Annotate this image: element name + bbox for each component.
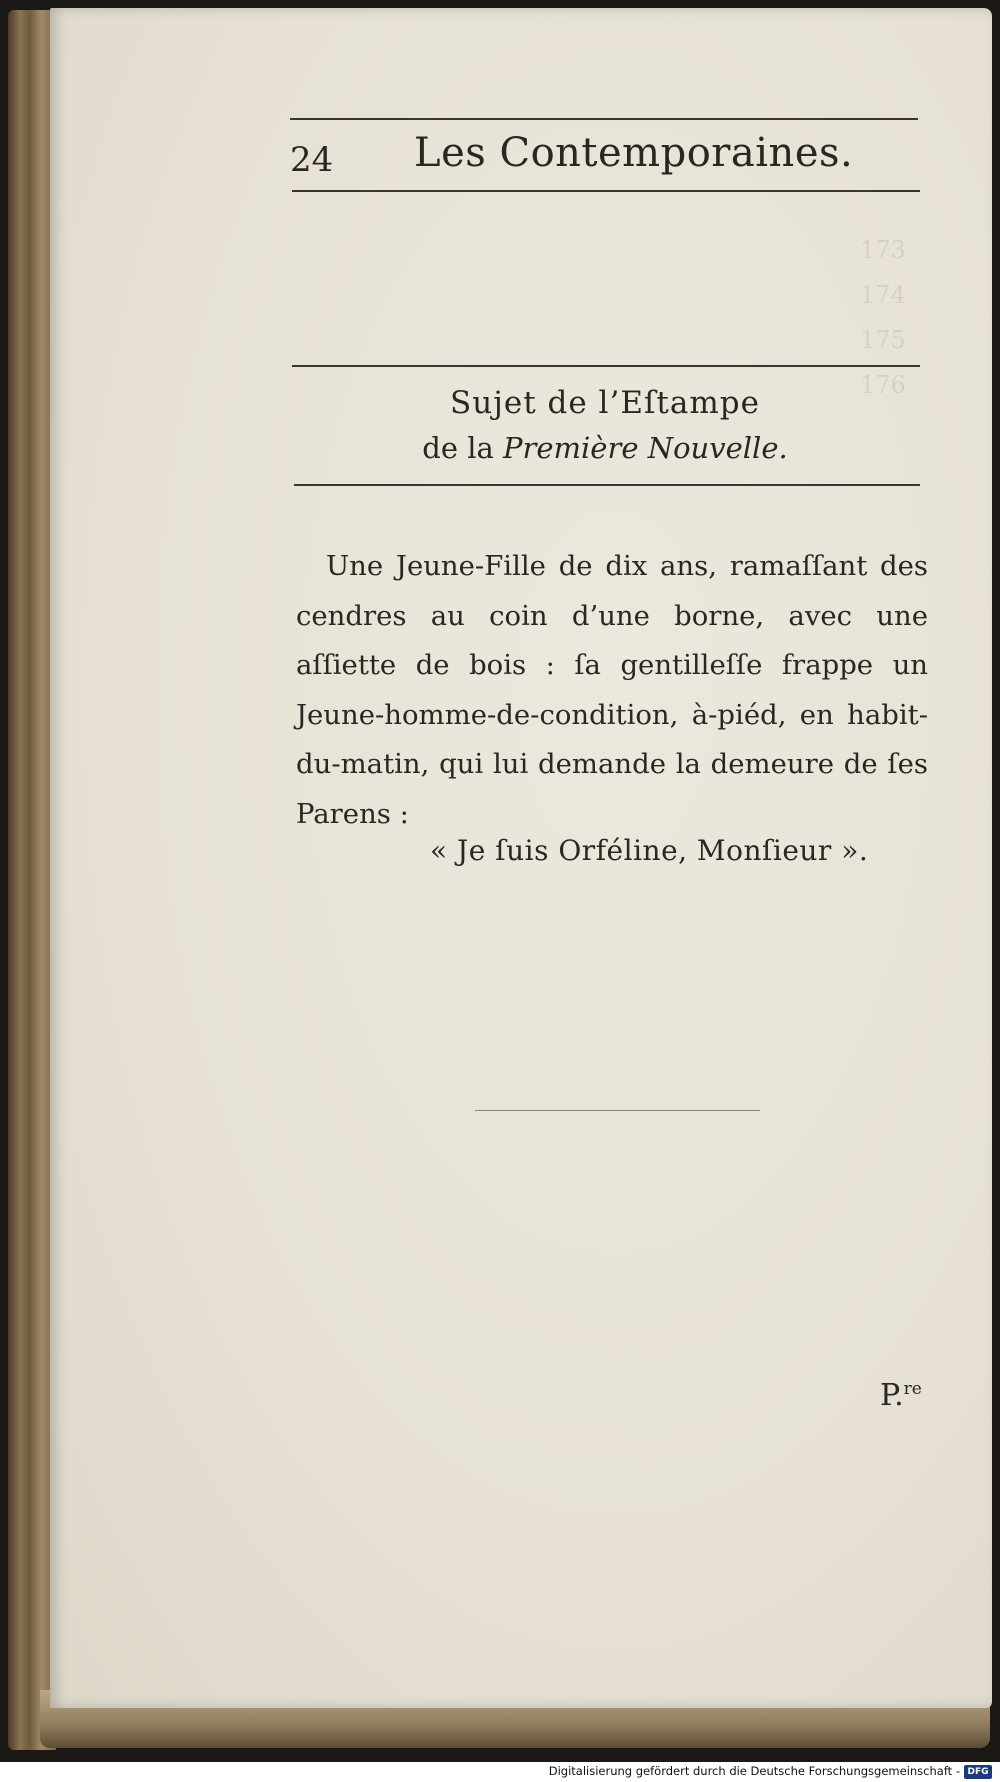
subject-line-2 [290,426,920,470]
header-bottom-rule [292,190,920,192]
dfg-logo: DFG [964,1765,992,1779]
book-spine-edge [8,10,56,1750]
subject-line-2-prefix: de la [422,431,503,465]
subject-line-2-italic: Première Nouvelle. [503,431,788,465]
quote-line: « Je ſuis Orféline, Monſieur ». [430,834,869,867]
subject-heading [290,380,920,470]
funding-credit: Digitalisierung gefördert durch die Deutsche Forschungsgemeinschaft - [548,1764,960,1778]
subject-bottom-rule [294,484,920,486]
running-title: Les Contemporaines. [414,130,854,176]
faint-divider [475,1110,760,1111]
subject-top-rule [292,365,920,367]
catchword [880,1378,922,1413]
digitization-footer [0,1762,1000,1782]
page-number: 24 [290,140,334,180]
bleed-through-numbers: 173 174 175 176 [860,236,906,399]
running-head [290,128,920,178]
catchword-text: P. [880,1378,904,1413]
body-paragraph: Une Jeune-Fille de dix ans, ramaſſant des cendres au coin d’une borne, avec une aſſiette de bois : ſa gentilleſſe frappe un Jeune-homme-de-condition, à-piéd, en habit-du-matin, qui lui demande la demeure de ſes Parens : [296,550,928,830]
subject-line-1: Sujet de l’Eſtampe [450,385,760,421]
header-top-rule [290,118,918,120]
catchword-superscript: re [903,1379,922,1399]
